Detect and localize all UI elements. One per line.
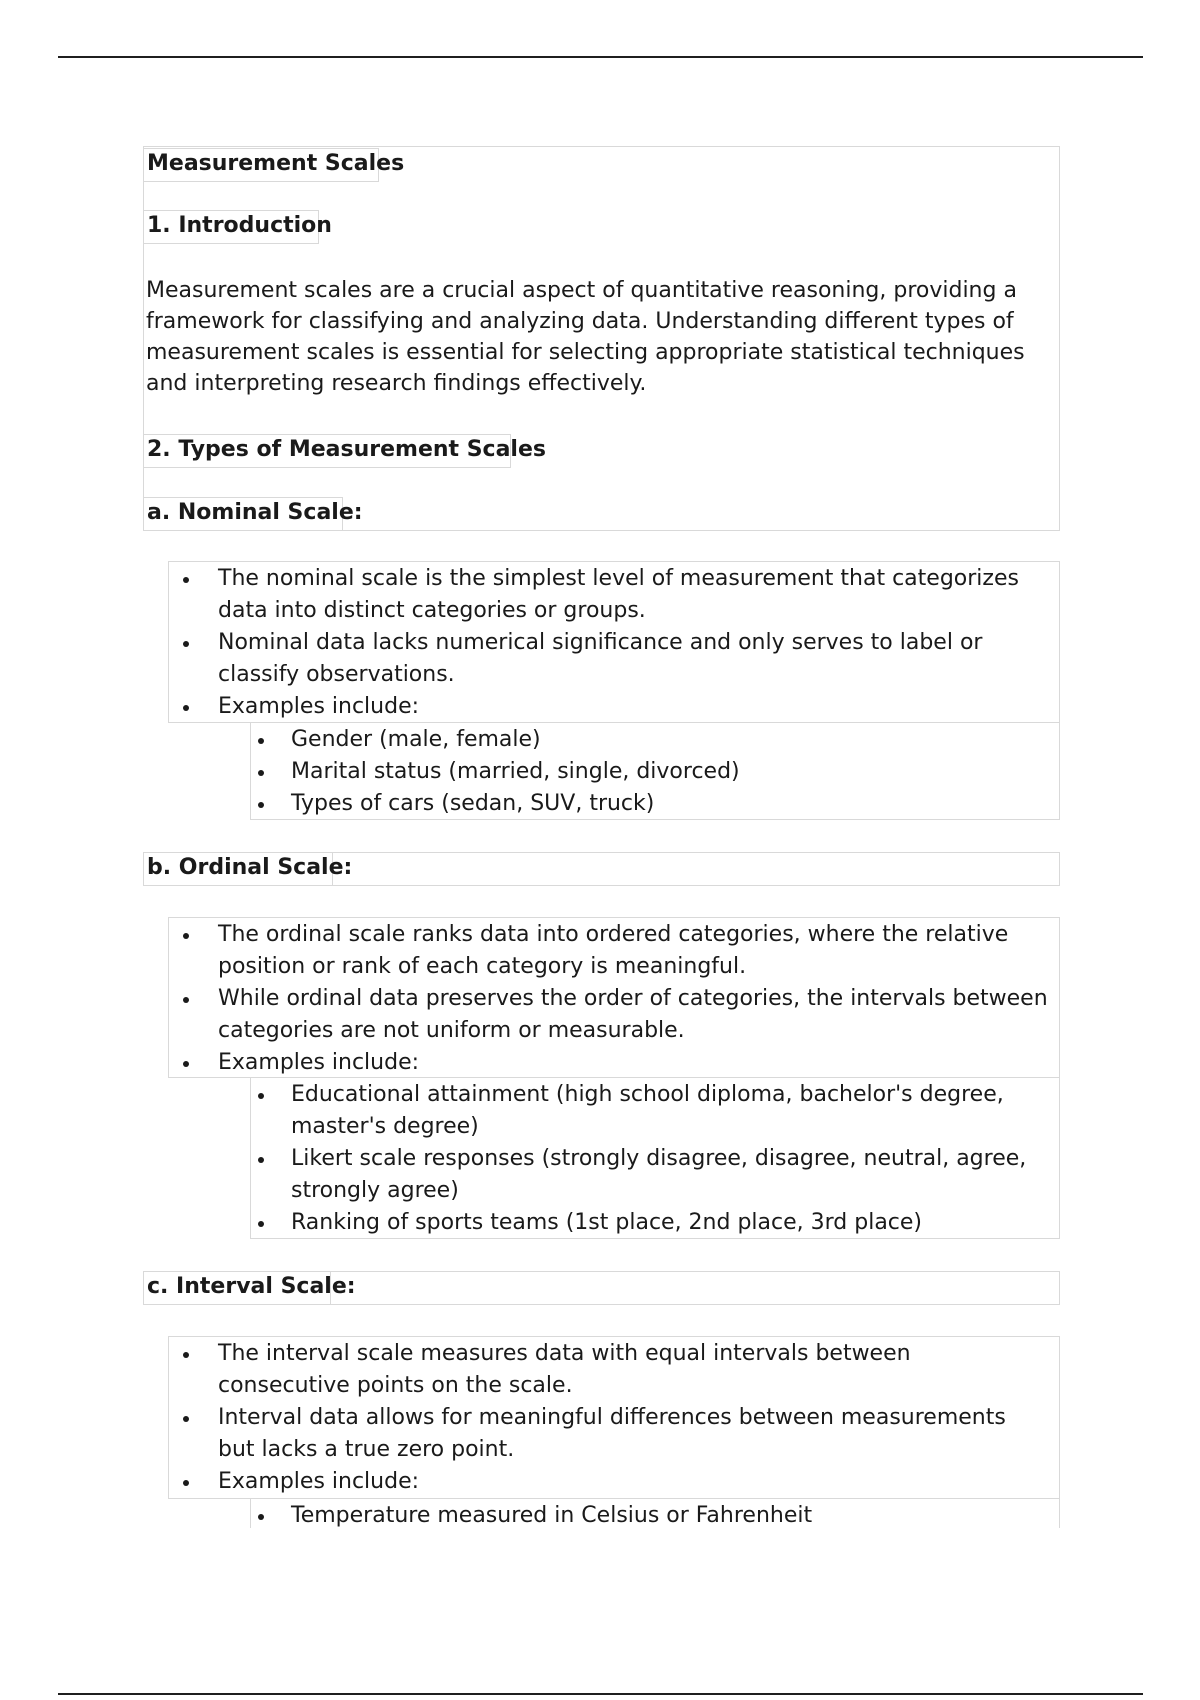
nominal-points-list (168, 563, 1048, 723)
document-title: Measurement Scales (143, 148, 379, 182)
list-item: Types of cars (sedan, SUV, truck) (250, 788, 1050, 820)
interval-points-list (168, 1338, 1048, 1498)
interval-heading: c. Interval Scale: (143, 1271, 331, 1305)
page-bottom-rule (58, 1693, 1143, 1695)
list-item: Nominal data lacks numerical significance and only serves to label or classify observations. (168, 627, 1048, 691)
list-item: Temperature measured in Celsius or Fahrenheit (250, 1500, 1050, 1532)
list-item: Examples include: (168, 1466, 1048, 1498)
list-item: Gender (male, female) (250, 724, 1050, 756)
list-item: The ordinal scale ranks data into ordered categories, where the relative position or rank of each category is meaningful. (168, 919, 1048, 983)
list-item: Marital status (married, single, divorced) (250, 756, 1050, 788)
list-item: Examples include: (168, 691, 1048, 723)
ordinal-points-list (168, 919, 1048, 1079)
intro-heading: 1. Introduction (143, 210, 319, 244)
ordinal-heading: b. Ordinal Scale: (143, 852, 333, 886)
interval-examples-list (250, 1500, 1050, 1532)
list-item: Educational attainment (high school diploma, bachelor's degree, master's degree) (250, 1079, 1050, 1143)
list-item: Ranking of sports teams (1st place, 2nd place, 3rd place) (250, 1207, 1050, 1239)
list-item: Interval data allows for meaningful differences between measurements but lacks a true zero point. (168, 1402, 1048, 1466)
list-item: Likert scale responses (strongly disagree, disagree, neutral, agree, strongly agree) (250, 1143, 1050, 1207)
nominal-examples-list (250, 724, 1050, 820)
list-item: The interval scale measures data with equal intervals between consecutive points on the scale. (168, 1338, 1048, 1402)
list-item: While ordinal data preserves the order of categories, the intervals between categories are not uniform or measurable. (168, 983, 1048, 1047)
page-top-rule (58, 56, 1143, 58)
list-item: Examples include: (168, 1047, 1048, 1079)
ordinal-examples-list (250, 1079, 1050, 1239)
types-heading: 2. Types of Measurement Scales (143, 434, 511, 468)
nominal-heading: a. Nominal Scale: (143, 497, 343, 531)
list-item: The nominal scale is the simplest level of measurement that categorizes data into distinct categories or groups. (168, 563, 1048, 627)
intro-paragraph: Measurement scales are a crucial aspect of quantitative reasoning, providing a framework for classifying and analyzing data. Understanding different types of measurement scales is essential for selecting appropriate statistical techniques and interpreting research findings effectively. (146, 278, 1025, 396)
